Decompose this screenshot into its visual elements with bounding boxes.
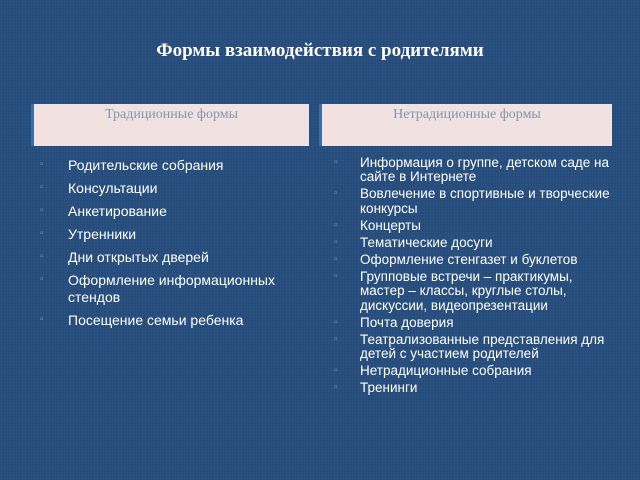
list-item bbox=[334, 156, 612, 185]
bullet-icon: ▫ bbox=[334, 382, 338, 394]
bullet-icon: ▫ bbox=[334, 236, 338, 248]
list-item bbox=[40, 272, 312, 306]
bullet-icon: ▫ bbox=[40, 251, 44, 262]
list-item bbox=[40, 157, 312, 174]
bullet-icon: ▫ bbox=[40, 314, 44, 325]
header-nontraditional: Нетрадиционные формы bbox=[319, 104, 612, 146]
list-item-text: Дни открытых дверей bbox=[68, 249, 209, 265]
bullet-icon: ▫ bbox=[40, 182, 44, 193]
list-item bbox=[334, 270, 612, 313]
list-item bbox=[40, 312, 312, 329]
bullet-icon: ▫ bbox=[334, 157, 338, 168]
list-item bbox=[334, 381, 612, 395]
list-item-text: Тематические досуги bbox=[360, 234, 493, 250]
bullet-icon: ▫ bbox=[334, 316, 338, 328]
bullet-icon: ▫ bbox=[334, 270, 338, 282]
list-item-text: Утренники bbox=[68, 226, 137, 242]
list-item-text: Оформление стенгазет и буклетов bbox=[360, 251, 578, 267]
list-item-text: Вовлечение в спортивные и творческие конкурсы bbox=[360, 186, 610, 216]
list-item bbox=[334, 236, 612, 250]
list-item bbox=[334, 187, 612, 216]
list-item-text: Почта доверия bbox=[360, 314, 454, 330]
list-item bbox=[334, 364, 612, 378]
bullet-icon: ▫ bbox=[40, 228, 44, 239]
list-item-text: Театрализованные представления для детей с участием родителей bbox=[360, 331, 605, 362]
list-item bbox=[334, 219, 612, 233]
list-item bbox=[334, 333, 612, 362]
bullet-icon: ▫ bbox=[334, 219, 338, 231]
bullet-icon: ▫ bbox=[334, 188, 338, 200]
bullet-icon: ▫ bbox=[334, 333, 338, 345]
slide-title: Формы взаимодействия с родителями bbox=[156, 40, 484, 61]
list-item-text: Анкетирование bbox=[68, 203, 167, 219]
list-item-text: Посещение семьи ребенка bbox=[68, 312, 244, 328]
list-item-text: Информация о группе, детском саде на сайте в Интернете bbox=[360, 155, 609, 185]
bullet-icon: ▫ bbox=[40, 205, 44, 216]
list-item-text: Родительские собрания bbox=[68, 157, 224, 173]
header-traditional: Традиционные формы bbox=[31, 104, 309, 146]
bullet-icon: ▫ bbox=[334, 365, 338, 377]
bullet-icon: ▫ bbox=[40, 274, 44, 285]
list-item bbox=[40, 226, 312, 243]
list-item-text: Концерты bbox=[360, 217, 422, 233]
bullet-icon: ▫ bbox=[334, 253, 338, 265]
list-item-text: Групповые встречи – практикумы, мастер – классы, круглые столы, дискуссии, видеопрезентации bbox=[360, 268, 573, 313]
list-item bbox=[40, 249, 312, 266]
list-item bbox=[334, 316, 612, 330]
list-item bbox=[40, 180, 312, 197]
bullet-icon: ▫ bbox=[40, 159, 44, 170]
list-item-text: Консультации bbox=[68, 180, 158, 196]
list-item-text: Нетрадиционные собрания bbox=[360, 363, 532, 379]
list-item-text: Оформление информационных стендов bbox=[68, 272, 275, 305]
nontraditional-forms-list bbox=[334, 156, 612, 398]
list-item bbox=[334, 253, 612, 267]
list-item-text: Тренинги bbox=[360, 380, 418, 396]
list-item bbox=[40, 203, 312, 220]
traditional-forms-list bbox=[40, 157, 312, 335]
